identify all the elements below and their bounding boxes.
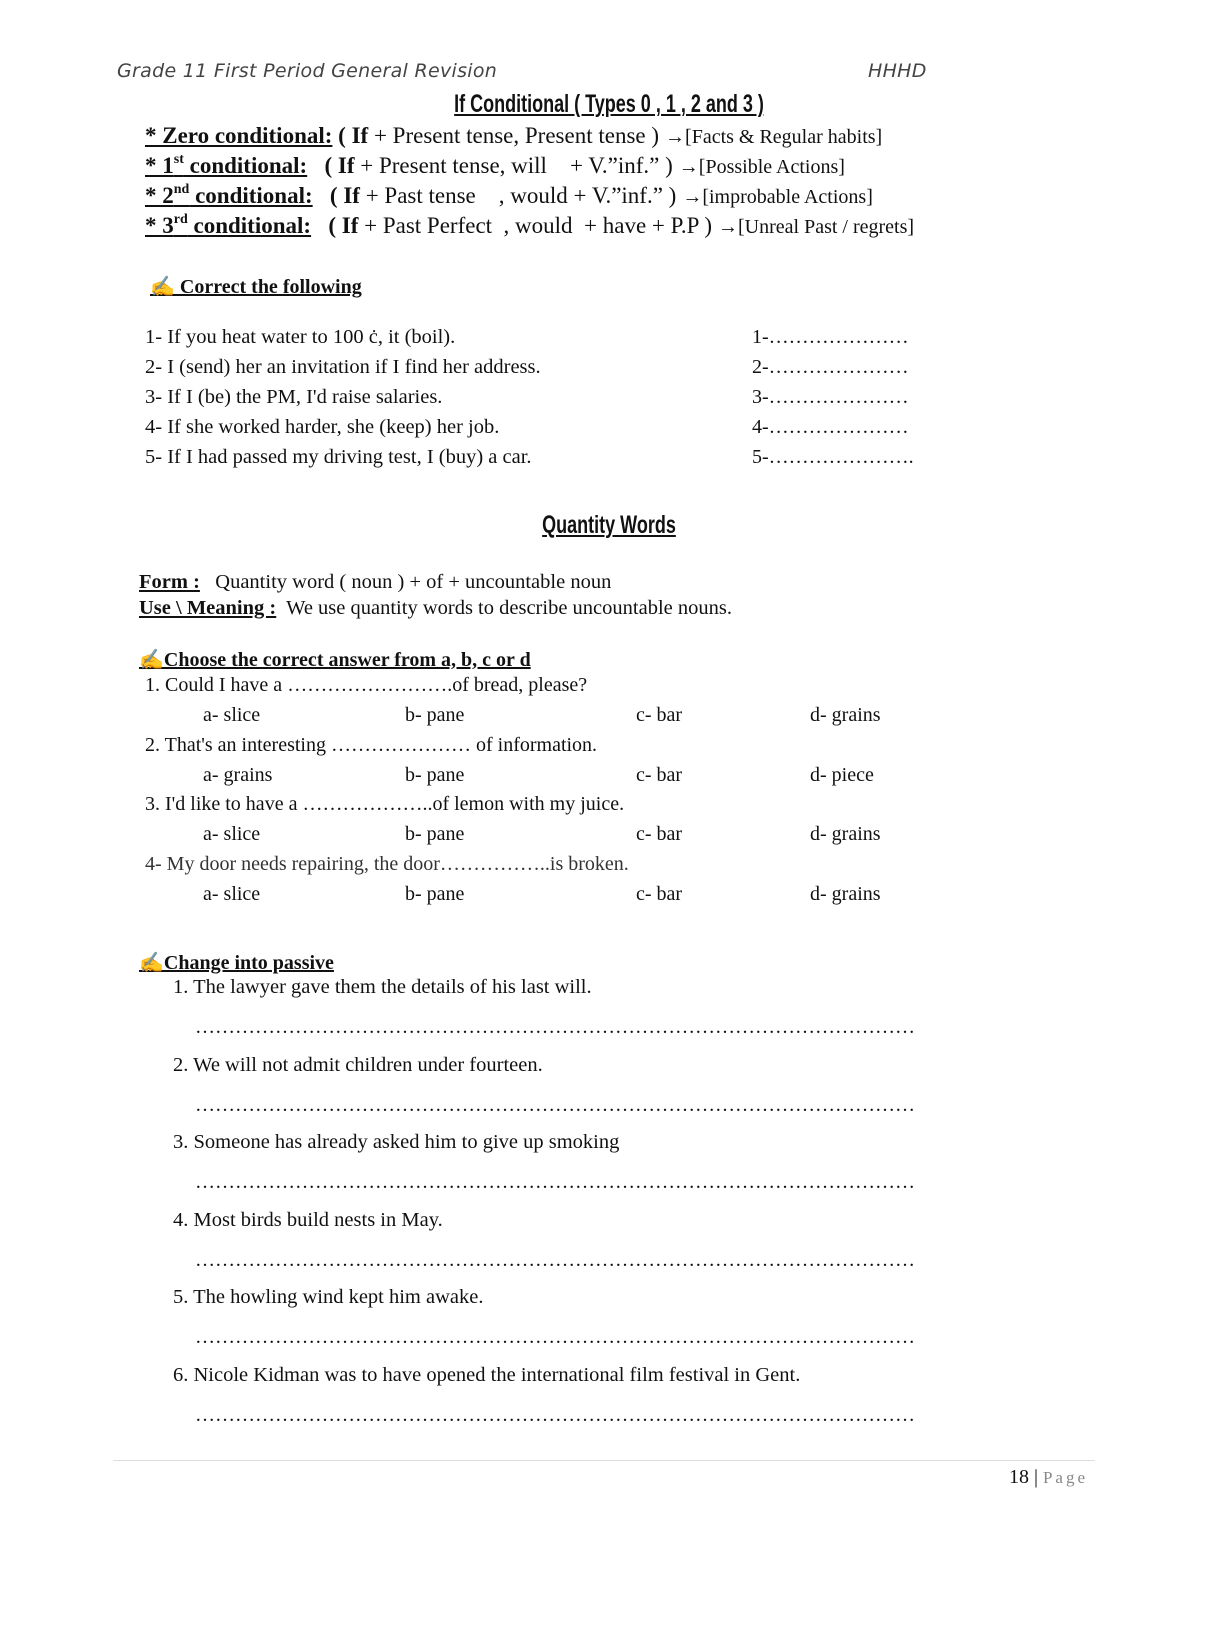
label-prefix: * Zero conditional: bbox=[145, 123, 333, 148]
label-suffix: conditional: bbox=[183, 153, 308, 178]
formula-if: ( If bbox=[324, 153, 355, 178]
passive-item: 3. Someone has already asked him to give up smoking bbox=[173, 1131, 620, 1154]
correct-item: 2- I (send) her an invitation if I find her address. bbox=[145, 356, 541, 378]
answer-option[interactable]: a- slice bbox=[203, 704, 261, 726]
correct-item: 3- If I (be) the PM, I'd raise salaries. bbox=[145, 386, 443, 408]
answer-option[interactable]: a- grains bbox=[203, 763, 273, 786]
page-footer bbox=[1009, 1467, 1088, 1487]
page-word: Page bbox=[1042, 1468, 1088, 1487]
answer-option[interactable]: d- piece bbox=[810, 763, 874, 786]
label-superscript: nd bbox=[173, 182, 190, 197]
passive-item: 2. We will not admit children under fourteen. bbox=[173, 1053, 543, 1076]
correct-item: 1- If you heat water to 100 ċ, it (boil). bbox=[145, 326, 456, 348]
answer-blank: 2-………………… bbox=[752, 356, 909, 378]
conditional-row bbox=[145, 213, 914, 237]
answer-option[interactable]: a- slice bbox=[203, 823, 261, 845]
answer-option[interactable]: b- pane bbox=[405, 882, 465, 905]
answer-blank: 1-………………… bbox=[752, 326, 909, 348]
answer-option[interactable]: c- bar bbox=[636, 763, 683, 786]
answer-option[interactable]: d- grains bbox=[810, 704, 881, 726]
formula-note: →[improbable Actions] bbox=[682, 186, 873, 208]
label-suffix: conditional: bbox=[189, 183, 313, 208]
answer-line[interactable]: ……………………………………………………………………………………………… bbox=[195, 1327, 915, 1348]
header-right: HHHD bbox=[868, 60, 927, 82]
label-suffix: conditional: bbox=[187, 213, 312, 238]
correct-heading: ✍ Correct the following bbox=[150, 276, 362, 298]
answer-option[interactable]: b- pane bbox=[405, 704, 465, 726]
formula: + Past tense , would + V.”inf.” ) bbox=[359, 183, 677, 208]
formula-note: →[Facts & Regular habits] bbox=[665, 126, 883, 148]
use-label: Use \ Meaning : bbox=[139, 597, 277, 619]
label-prefix: * 1 bbox=[145, 153, 174, 178]
answer-line[interactable]: ……………………………………………………………………………………………… bbox=[195, 1017, 915, 1037]
conditional-title: If Conditional ( Types 0 , 1 , 2 and 3 ) bbox=[454, 90, 764, 118]
formula-note: →[Unreal Past / regrets] bbox=[718, 216, 915, 238]
conditional-row bbox=[145, 124, 882, 147]
formula: + Present tense, will + V.”inf.” ) bbox=[354, 153, 673, 178]
formula: + Present tense, Present tense ) bbox=[368, 123, 660, 148]
answer-blank: 5-…………………. bbox=[752, 446, 914, 468]
page-sep: | bbox=[1028, 1466, 1043, 1488]
conditional-label bbox=[145, 153, 307, 178]
answer-option[interactable]: d- grains bbox=[810, 823, 881, 845]
form-text: Quantity word ( noun ) + of + uncountable noun bbox=[215, 571, 612, 593]
passive-item: 4. Most birds build nests in May. bbox=[173, 1208, 443, 1231]
answer-option[interactable]: d- grains bbox=[810, 882, 881, 905]
answer-line[interactable]: ……………………………………………………………………………………………… bbox=[195, 1094, 915, 1115]
answer-option[interactable]: b- pane bbox=[405, 823, 465, 845]
answer-line[interactable]: ……………………………………………………………………………………………… bbox=[195, 1405, 915, 1425]
label-superscript: st bbox=[173, 152, 184, 167]
formula: + Past Perfect , would + have + P.P ) bbox=[358, 213, 712, 238]
correct-item: 4- If she worked harder, she (keep) her job. bbox=[145, 416, 500, 438]
answer-blank: 3-………………… bbox=[752, 386, 909, 408]
label-superscript: rd bbox=[173, 212, 188, 227]
question: 2. That's an interesting ………………… of information. bbox=[145, 733, 598, 756]
answer-option[interactable]: a- slice bbox=[203, 882, 261, 905]
label-prefix: * 2 bbox=[145, 183, 174, 208]
page-number: 18 bbox=[1008, 1466, 1029, 1488]
conditional-label bbox=[145, 123, 332, 148]
formula-if: ( If bbox=[329, 183, 360, 208]
conditional-label bbox=[145, 213, 311, 238]
footer-divider bbox=[113, 1460, 1095, 1461]
answer-option[interactable]: c- bar bbox=[636, 882, 683, 905]
formula-if: ( If bbox=[338, 123, 369, 148]
formula-if: ( If bbox=[328, 213, 359, 238]
passive-heading: ✍Change into passive bbox=[139, 952, 334, 974]
spacer bbox=[307, 153, 324, 178]
answer-option[interactable]: b- pane bbox=[405, 763, 465, 786]
answer-line[interactable]: ……………………………………………………………………………………………… bbox=[195, 1172, 915, 1193]
form-label: Form : bbox=[139, 571, 200, 593]
correct-item: 5- If I had passed my driving test, I (buy) a car. bbox=[145, 446, 532, 468]
label-prefix: * 3 bbox=[145, 213, 174, 238]
passive-item: 1. The lawyer gave them the details of his last will. bbox=[173, 976, 592, 998]
answer-blank: 4-………………… bbox=[752, 416, 909, 438]
passive-item: 5. The howling wind kept him awake. bbox=[173, 1286, 484, 1309]
answer-option[interactable]: c- bar bbox=[636, 823, 683, 845]
spacer bbox=[311, 213, 328, 238]
quantity-title: Quantity Words bbox=[542, 511, 676, 539]
conditional-row bbox=[145, 183, 873, 207]
choose-heading: ✍Choose the correct answer from a, b, c or d bbox=[139, 649, 531, 671]
conditional-row bbox=[145, 153, 845, 177]
conditional-label bbox=[145, 183, 313, 208]
question: 4- My door needs repairing, the door……………..is broken. bbox=[145, 852, 629, 875]
question: 1. Could I have a …………………….of bread, please? bbox=[145, 674, 588, 696]
passive-item: 6. Nicole Kidman was to have opened the international film festival in Gent. bbox=[173, 1364, 801, 1386]
formula-note: →[Possible Actions] bbox=[678, 156, 845, 178]
use-text: We use quantity words to describe uncountable nouns. bbox=[286, 597, 732, 619]
question: 3. I'd like to have a ………………..of lemon with my juice. bbox=[145, 793, 625, 815]
spacer bbox=[313, 183, 330, 208]
answer-line[interactable]: ……………………………………………………………………………………………… bbox=[195, 1249, 915, 1270]
header-left: Grade 11 First Period General Revision bbox=[117, 60, 498, 82]
answer-option[interactable]: c- bar bbox=[636, 704, 683, 726]
